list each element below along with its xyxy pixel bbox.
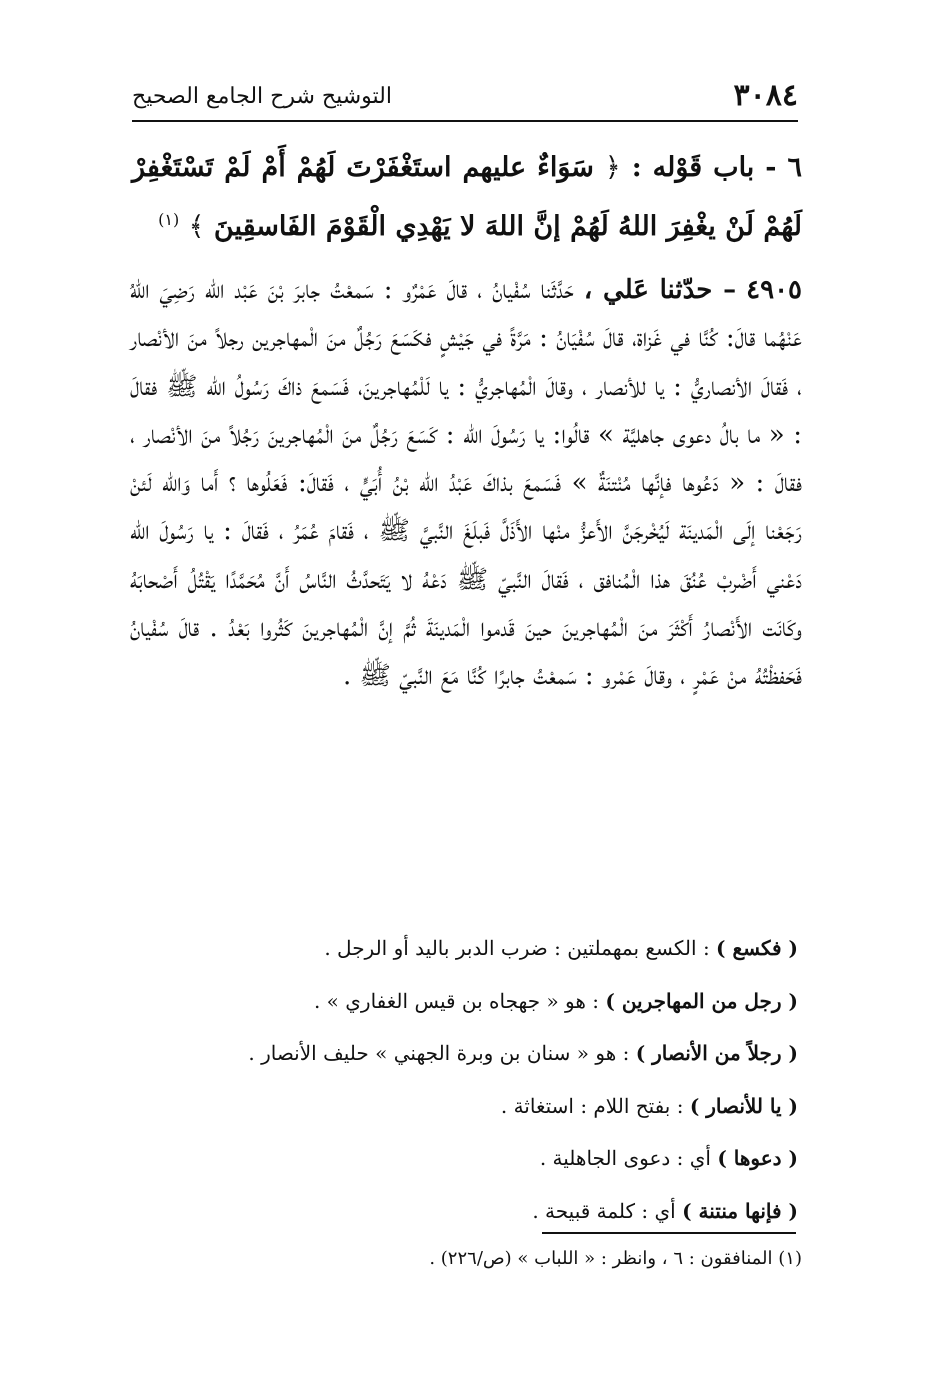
note-text: : بفتح اللام : استغاثة . bbox=[500, 1093, 684, 1118]
hadith-paragraph bbox=[130, 266, 802, 701]
note-item bbox=[130, 1027, 802, 1080]
note-term: ( يا للأنصار ) bbox=[689, 1093, 798, 1118]
note-item bbox=[130, 922, 802, 975]
page-header bbox=[132, 78, 798, 122]
note-text: : هو « جهجاه بن قيس الغفاري » . bbox=[313, 988, 600, 1013]
note-term: ( دعوها ) bbox=[717, 1146, 798, 1170]
page-number: ٣٠٨٤ bbox=[733, 78, 798, 113]
chapter-heading bbox=[132, 142, 802, 253]
note-term: ( رجلاً من الأنصار ) bbox=[635, 1041, 798, 1065]
note-item bbox=[130, 1132, 802, 1185]
footnote: (١) المنافقون : ٦ ، وانظر : « اللباب » (ص/٢٢٦) . bbox=[429, 1248, 802, 1269]
quote-open-mark: ﴿ bbox=[604, 152, 621, 183]
quote-close-mark: ﴾ bbox=[188, 211, 205, 242]
header-rule bbox=[132, 120, 798, 122]
running-title: التوشيح شرح الجامع الصحيح bbox=[132, 84, 392, 109]
note-text: أي : دعوى الجاهلية . bbox=[539, 1146, 711, 1170]
footnote-rule bbox=[542, 1232, 796, 1234]
note-text: : الكسع بمهملتين : ضرب الدبر باليد أو الرجل . bbox=[324, 936, 710, 960]
note-text: أي : كلمة قبيحة . bbox=[532, 1198, 676, 1223]
chapter-verse: سَوَاءٌ عليهم استَغْفَرْتَ لَهُمْ أَمْ لَمْ تَسْتَغْفِرْ لَهُمْ لَنْ يغْفِرَ اللهُ لَهُمْ إنَّ اللهَ لا يَهْدِي الْقَوْمَ الفَاسقِينَ bbox=[132, 152, 802, 242]
note-term: ( رجل من المهاجرين ) bbox=[605, 988, 798, 1013]
hadith-lead: – حدّثنا عَلي ، bbox=[583, 275, 737, 305]
note-text: : هو « سنان بن وبرة الجهني » حليف الأنصار . bbox=[248, 1041, 630, 1065]
chapter-label: ٦ - باب قَوْله : bbox=[631, 152, 802, 183]
hadith-text: حَدَّثَنا سُفْيانُ ، قالَ عَمْرٌو : سَمعْتُ جابرَ بْنَ عَبْد الله رَضِيَ اللهُ عَنْهُما قالَ: كُنَّا في غَزاة، قالَ سُفْيَانُ : مَرَّةً في جَيْشٍ فكَسَعَ رَجُلٌ منَ الْمهاجرين رجلاً منَ الأنْصار ، فَقالَ الأنصاريُّ : يا للأنصار ، وقالَ الْمُهاجريُّ : يا لَلْمُهاجرينَ، فَسَمعَ ذاكَ رَسُولُ الله ﷺ فقالَ : « ما بالُ دعوى جاهليَّة » قالُوا: يا رَسُولَ الله : كَسَعَ رَجُلٌ منَ الْمُهاجرينَ رَجُلاً منَ الأنْصار ، فقالَ : « دَعُوها فإنَّها مُنْتنَةٌ » فَسَمعَ بذاكَ عَبْدُ الله بْنُ أُبَيٍّ ، فَقالَ: فَعَلُوها ؟ أَما وَالله لَئنْ رَجَعْنا إلَى الْمَدينَة لَيُخْرجَنَّ الأَعزُّ منْها الأَذَلَّ فَبلَغَ النَّبيَّ ﷺ ، فَقامَ عُمَرُ ، فَقالَ : يا رَسُولَ الله دَعْني أَضْربْ عُنُقَ هذا الْمُنافق ، فَقالَ النَّبيّ ﷺ دَعْهُ لا يَتَحدَّثُ النَّاسُ أَنَّ مُحَمَّدًا يَقْتُلُ أَصْحابَهُ وكَانَت الأَنْصارُ أَكْثَرَ منَ الْمُهاجرينَ حينَ قَدموا الْمَدينَةَ ثُمَّ إنَّ الْمُهاجرينَ كَثُروا بَعْدُ . قالَ سُفْيانُ فَحَفظْتُهُ منْ عَمْرٍ ، وقالَ عَمْرو : سَمعْتُ جابرًا كُنَّا مَعَ النَّبيّ ﷺ . bbox=[130, 275, 802, 692]
hadith-number: ٤٩٠٥ bbox=[746, 275, 802, 305]
note-item bbox=[130, 1080, 802, 1133]
note-term: ( فإنها منتنة ) bbox=[682, 1198, 798, 1223]
commentary-notes bbox=[130, 922, 802, 1237]
footnote-reference: (١) bbox=[158, 210, 180, 229]
note-item bbox=[130, 1185, 802, 1238]
note-term: ( فكسع ) bbox=[716, 936, 798, 960]
note-item bbox=[130, 975, 802, 1028]
